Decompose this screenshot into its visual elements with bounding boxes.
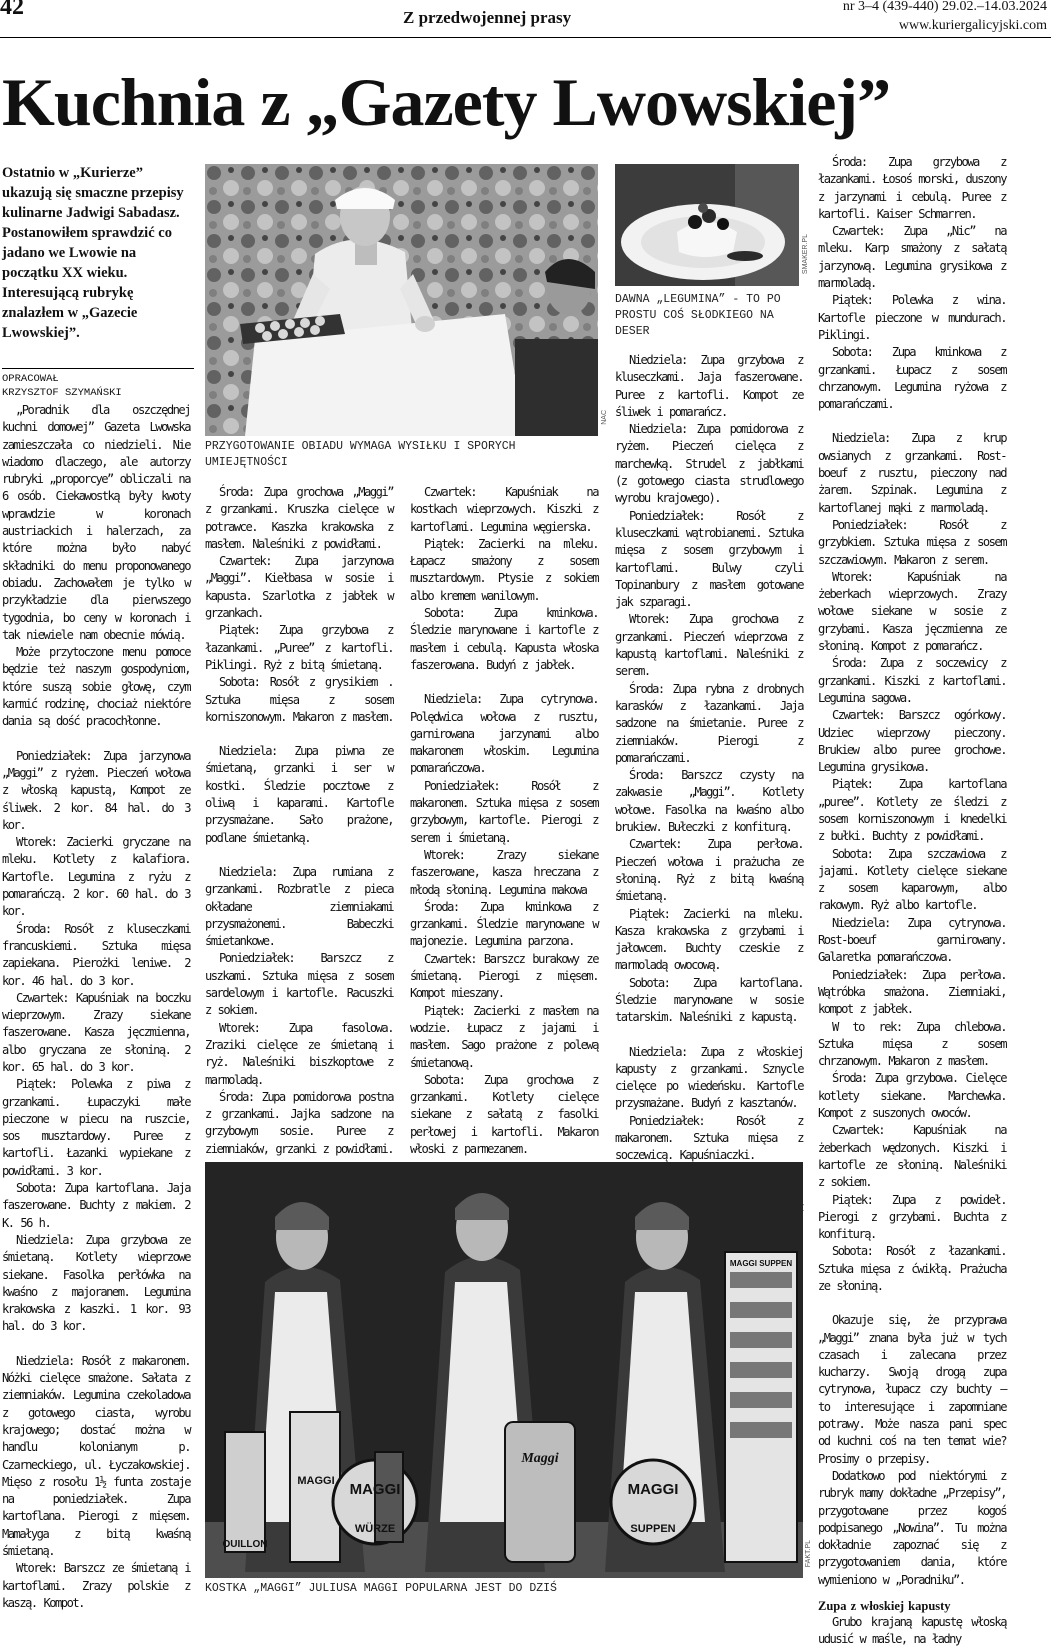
article-lead: Ostatnio w „Kurierze” ukazują się smaczne przepisy kulinarne Jadwigi Sabadasz. Postanowiłem sprawdzić co jadano we Lwowie na początku XX wieku. Interesującą rubrykę znalazłem w „Gazecie Lwowskiej”. <box>2 165 184 341</box>
paragraph: Poniedziałek: Rosół z makaronem. Sztuka mięsa z soczewicą. Kapuśniaczki. <box>615 1113 803 1163</box>
maggi-label-g: OUILLON <box>222 1539 268 1550</box>
column-5 <box>818 154 1006 1647</box>
paragraph: Poniedziałek: Rosół z makaronem. Sztuka mięsa z sosem grzybowym, kartofle. Pierogi z serem i śmietaną. <box>410 778 598 845</box>
paragraph: Środa: Zupa grochowa „Maggi” z grzankami. Kruszka cielęce w potrawce. Kaszka krakowska z masłem. Naleśniki z powidłami. <box>205 485 393 551</box>
paragraph: Sobota: Zupa kartoflana. Śledzie marynowane w sosie tatarskim. Naleśniki z kapustą. <box>615 975 803 1025</box>
maggi-illustration <box>205 1162 803 1578</box>
paragraph-gap <box>2 1336 190 1353</box>
column-2 <box>205 484 393 1158</box>
paragraph: Piątek: Zacierki z masłem na wodzie. Łupacz z jajami i masłem. Sago prażone z polewą śmietanową. <box>410 1003 598 1070</box>
paragraph: Niedziela: Zupa piwna ze śmietaną, grzanki i ser w kostki. Śledzie pocztowe z oliwą i kaparami. Kartofle przysmażane. Sało prażone, podlane śmietanką. <box>205 744 393 845</box>
paragraph: Środa: Zupa grzybowa z łazankami. Łosoś morski, duszony z jarzynami i cebulą. Puree z kartofli. Kaiser Schmarren. <box>818 155 1006 221</box>
paragraph: Sobota: Rosół z łazankami. Sztuka mięsa z ćwikłą. Prażucha ze słoniną. <box>818 1244 1006 1293</box>
paragraph: Czwartek: Barszcz burakowy ze śmietaną. Pierogi z mięsem. Kompot mieszany. <box>410 951 598 1001</box>
dessert-illustration <box>615 164 799 286</box>
maggi-label-f: SUPPEN <box>630 1523 676 1535</box>
paragraph: Wtorek: Zupa fasolowa. Zraziki cielęce ze śmietaną i ryż. Naleśniki biszkoptowe z marmoladą. <box>205 1020 393 1087</box>
maggi-label-h: MAGGI SUPPEN <box>729 1259 793 1268</box>
paragraph: Czwartek: Kapuśniak na kostkach wieprzowych. Kiszki z kartoflami. Legumina węgierska. <box>410 485 598 534</box>
article-title: Kuchnia z „Gazety Lwowskiej” <box>2 64 891 140</box>
paragraph: Poniedziałek: Zupa perłowa. Wątróbka smażona. Ziemniaki, kompot z jabłek. <box>818 967 1006 1017</box>
paragraph: Niedziela: Zupa z włoskiej kapusty z grzankami. Sznycle cielęce po wiedeńsku. Kartofle przysmażane. Budyń z kasztanów. <box>615 1044 803 1111</box>
paragraph: Niedziela: Zupa cytrynowa. Rost-boeuf garnirowany. Galaretka pomarańczowa. <box>818 915 1006 965</box>
byline-label: OPRACOWAŁ <box>2 373 59 385</box>
maggi-label-b: MAGGI <box>349 1481 401 1498</box>
paragraph-gap <box>205 847 393 864</box>
paragraph: Czwartek: Kapuśniak na boczku wieprzowym. Zrazy siekane faszerowane. Kasza jęczmienna, albo gryczana ze słoniną. 2 kor. 65 hal. do 3 kor. <box>2 990 190 1074</box>
photo-cook <box>205 164 598 436</box>
paragraph: Niedziela: Zupa z krup owsianych z grzankami. Rost-boeuf z rusztu, pieczony nad żarem. Szpinak. Legumina z kartoflanej mąki z marmoladą. <box>818 431 1006 515</box>
paragraph-gap <box>410 674 598 691</box>
cook-illustration <box>205 164 598 436</box>
paragraph: Może przytoczone menu pomoce będzie też naszym gospodyniom, które suszą sobie głowę, czym karmić rodzinę, chociaż niektóre dania są dość pracochłonne. <box>2 645 190 729</box>
maggi-label-e: WÜRZE <box>354 1523 396 1535</box>
header-rule <box>0 37 1051 38</box>
paragraph-gap <box>205 726 393 743</box>
issue-number: nr 3–4 (439-440) 29.02.–14.03.2024 <box>842 0 1047 14</box>
paragraph: Niedziela: Rosół z makaronem. Nóżki cielęce smażone. Sałata z ziemniaków. Legumina czekoladowa z gotowego ciasta, wyrobu krajowego; dostać można w handlu kolonianym p. Czarneckiego, ul. Łyczakowskiej. Mięso z rosołu 1½ funta zostaje na poniedziałek. Zupa kartoflana. Pierogi z mięsem. Mamałyga z bitą kwaśną śmietaną. <box>2 1353 190 1558</box>
paragraph: Wtorek: Zrazy siekane faszerowane, kasza hreczana z młodą słoniną. Legumina makowa <box>410 847 598 897</box>
paragraph: Wtorek: Zupa grochowa z grzankami. Pieczeń wieprzowa z kapustą kartoflami. Naleśniki z serem. <box>615 612 803 679</box>
paragraph: Niedziela: Zupa grzybowa ze śmietaną. Kotlety wieprzowe siekane. Fasolka perłówka na kwaśno z majoranem. Legumina krakowska z kaszki. 1 kor. 93 hal. do 3 kor. <box>2 1232 190 1334</box>
paragraph: Okazuje się, że przyprawa „Maggi” znana była już w tych czasach i zalecana przez kucharzy. Swoją drogą zupa cytrynowa, łupacz czy buchty – to interesujące i zapomniane potrawy. Może nasza pani spec od kuchni coś na ten temat wie? Prosimy o przepisy. <box>818 1313 1006 1466</box>
recipe-subhead: Zupa z włoskiej kapusty <box>818 1599 951 1614</box>
paragraph: Piątek: Zacierki na mleku. Łapacz smażony z sosem musztardowym. Ptysie z sokiem albo kremem wanilowym. <box>410 536 598 603</box>
issue-info <box>843 0 1047 35</box>
maggi-label-a: MAGGI <box>297 1475 335 1487</box>
paragraph: Piątek: Polewka z wina. Kartofle pieczone w mundurach. Piklingi. <box>818 293 1006 342</box>
photo-dessert <box>615 164 799 286</box>
paragraph: Środa: Zupa z soczewicy z grzankami. Kiszki z kartoflami. Legumina sagowa. <box>818 656 1006 705</box>
paragraph: Dodatkowo pod niektórymi z rubryk mamy dokładne „Przepisy”, przygotowane przez kogoś podpisanego „Nowina”. Tu można dokładnie zapoznać się z przygotowaniem dania, które wymieniono w „Poradniku”. <box>818 1468 1006 1587</box>
paragraph: Poniedziałek: Zupa jarzynowa „Maggi” z ryżem. Pieczeń wołowa z włoską kapustą, Kompot ze śliwek. 2 kor. 84 hal. do 3 kor. <box>2 748 190 832</box>
maggi-label-d: Maggi <box>521 1451 559 1466</box>
paragraph: Niedziela: Zupa pomidorowa z ryżem. Pieczeń cielęca z marchewką. Strudel z jabłkami (z gotowego ciasta strudlowego wyrobu krajowego). <box>615 422 803 506</box>
section-title: Z przedwojennej prasy <box>403 8 572 27</box>
paragraph: Środa: Barszcz czysty na zakwasie „Maggi”. Kotlety wołowe. Fasolka na kwaśno albo brukiew. Bułeczki z konfiturą. <box>615 768 803 835</box>
paragraph: Poniedziałek: Rosół z grzybkiem. Sztuka mięsa z sosem szczawiowym. Makaron z serem. <box>818 517 1006 567</box>
paragraph: Sobota: Zupa kminkowa. Śledzie marynowane i kartofle z masłem i cebulą. Kapusta włoska faszerowana. Budyń z jabłek. <box>410 606 598 672</box>
author-name: KRZYSZTOF SZYMAŃSKI <box>2 387 122 399</box>
photo-maggi-caption: KOSTKA „MAGGI” JULIUSA MAGGI POPULARNA JEST DO DZIŚ <box>205 1582 557 1595</box>
paragraph: Wtorek: Zacierki gryczane na mleku. Kotlety z kalafiora. Kartofle. Legumina z ryżu z pomarańczą. 2 kor. 60 hal. do 3 kor. <box>2 835 190 919</box>
paragraph-gap <box>615 1027 803 1044</box>
page-header <box>0 0 1051 62</box>
paragraph-gap <box>2 731 190 748</box>
paragraph: Czwartek: Zupa jarzynowa „Maggi”. Kiełbasa w sosie i kapusta. Szarlotka z jabłek w grzankach. <box>205 554 393 621</box>
paragraph: Wtorek: Barszcz ze śmietaną i kartoflami. Zrazy polskie z kaszą. Kompot. <box>2 1561 190 1610</box>
paragraph: Sobota: Zupa kartoflana. Jaja faszerowane. Buchty z makiem. 2 K. 56 h. <box>2 1181 190 1230</box>
recipe-text: Grubo krajaną kapustę włoską udusić w maśle, na ładny <box>818 1615 1006 1647</box>
paragraph: Środa: Zupa pomidorowa postna z grzankami. Jajka sadzone na grzybowym sosie. Puree z ziemniaków, grzanki z powidłami. <box>205 1089 393 1156</box>
photo-dessert-caption: DAWNA „LEGUMINA” - TO PO PROSTU COŚ SŁODKIEGO NA DESER <box>615 293 781 338</box>
paragraph: Sobota: Rosół z grysikiem . Sztuka mięsa z sosem korniszonowym. Makaron z masłem. <box>205 675 393 724</box>
photo-cook-caption: PRZYGOTOWANIE OBIADU WYMAGA WYSIŁKU I SPORYCH UMIEJĘTNOŚCI <box>205 440 516 469</box>
paragraph: Niedziela: Zupa rumiana z grzankami. Rozbratle z pieca okładane ziemniakami przysmażonemi. Babeczki śmietankowe. <box>205 864 393 949</box>
paragraph: Niedziela: Zupa cytrynowa. Polędwica wołowa z rusztu, garnirowana jarzynami albo makaronem włoskim. Legumina pomarańczowa. <box>410 692 598 776</box>
paragraph: Środa: Zupa kminkowa z grzankami. Śledzie marynowane w majonezie. Legumina parzona. <box>410 899 598 949</box>
photo-dessert-credit: SMAKER.PL <box>802 234 809 275</box>
paragraph: Niedziela: Zupa grzybowa z kluseczkami. Jaja faszerowane. Puree z kartofli. Kompot ze śliwek i pomarańcz. <box>615 353 803 419</box>
paragraph: Piątek: Zupa grzybowa z łazankami. „Puree” z kartofli. Piklingi. Ryż z bitą śmietaną. <box>205 623 393 672</box>
paragraph: Środa: Zupa rybna z drobnych karasków z łazankami. Jaja sadzone na śmietanie. Puree z ziemniaków. Pierogi z pomarańczami. <box>615 681 803 765</box>
paragraph: Wtorek: Kapuśniak na żeberkach wieprzowych. Zrazy wołowe siekane w sosie z grzybami. Kasza jęczmienna ze słoniną. Kompot z pomarańcz. <box>818 569 1006 654</box>
paragraph: „Poradnik dla oszczędnej kuchni domowej” Gazeta Lwowska zamieszczała co niedzieli. Nie wiadomo dlaczego, ale autorzy rubryki „proporcye” obliczali na 6 osób. Ciekawostką były kwoty wprawdzie w koronach austriackich i halerzach, za które można było nabyć składniki do menu proponowanego obiadu. Zachowałem je tylko w przykładzie dla pierwszego tygodnia, bo ceny w koronach i tak niewiele nam obecnie mówią. <box>2 403 190 642</box>
paragraph: Poniedziałek: Rosół z kluseczkami wątrobianemi. Sztuka mięsa z sosem grzybowym i kartoflami. Bulwy czyli Topinanbury z masłem gotowane jak szparagi. <box>615 508 803 610</box>
photo-cook-credit: NAC <box>601 410 608 425</box>
paragraph: Czwartek: Zupa perłowa. Pieczeń wołowa i prażucha ze słoniną. Ryż z bitą kwaśną śmietaną. <box>615 837 803 904</box>
column-1 <box>2 402 190 1634</box>
paragraph: Czwartek: Kapuśniak na żeberkach wędzonych. Kiszki i kartofle ze słoniną. Naleśniki z sokiem. <box>818 1123 1006 1190</box>
paragraph: Sobota: Zupa szczawiowa z jajami. Kotlety cielęce siekane z sosem kaparowym, albo rakowym. Ryż albo kartofle. <box>818 846 1006 913</box>
photo-maggi-credit: FAKT.PL <box>805 1540 812 1568</box>
maggi-label-c: MAGGI <box>627 1481 679 1498</box>
paragraph: Piątek: Zupa z powideł. Pierogi z grzybami. Buchta z konfiturą. <box>818 1192 1006 1242</box>
paragraph: Czwartek: Zupa „Nic” na mleku. Karp smażony z sałatą jarzynową. Legumina grysikowa z marmoladą. <box>818 224 1006 291</box>
paragraph: Środa: Rosół z kluseczkami francuskiemi. Sztuka mięsa zapiekana. Pierożki leniwe. 2 kor. 46 hal. do 3 kor. <box>2 921 190 988</box>
byline <box>2 368 194 400</box>
paragraph: Środa: Zupa grzybowa. Cielęce kotlety siekane. Marchewka. Kompot z suszonych owoców. <box>818 1071 1006 1121</box>
paragraph: Piątek: Zacierki na mleku. Kasza krakowska z grzybami i jałowcem. Buchty czeskie z marmoladą owocową. <box>615 906 803 973</box>
paragraph: Sobota: Zupa grochowa z grzankami. Kotlety cielęce siekane z sałatą z fasolki perłowej i kartofli. Makaron włoski z parmezanem. <box>410 1072 598 1156</box>
paragraph: Piątek: Polewka z piwa z grzankami. Łupaczyki małe pieczone w piecu na ruszcie, sos musztardowy. Puree z kartofli. Łazanki wypiekane z powidłami. 3 kor. <box>2 1077 190 1178</box>
page-number: 42 <box>0 0 24 20</box>
paragraph-gap <box>818 413 1006 430</box>
paragraph: Sobota: Zupa kminkowa z grzankami. Łupacz z sosem chrzanowym. Legumina ryżowa z pomarańczami. <box>818 345 1006 412</box>
column-4 <box>615 352 803 1234</box>
paragraph: W to rek: Zupa chlebowa. Sztuka mięsa z sosem chrzanowym. Makaron z masłem. <box>818 1019 1006 1069</box>
website-link[interactable]: www.kuriergalicyjski.com <box>898 18 1047 33</box>
paragraph: Poniedziałek: Barszcz z uszkami. Sztuka mięsa z sosem sardelowym i kartofle. Racuszki z sokiem. <box>205 951 393 1018</box>
photo-maggi <box>205 1162 803 1578</box>
paragraph-gap <box>818 1295 1006 1312</box>
paragraph: Czwartek: Barszcz ogórkowy. Udziec wieprzowy pieczony. Brukiew albo puree grochowe. Legumina grysikowa. <box>818 708 1006 775</box>
paragraph: Piątek: Zupa kartoflana „puree”. Kotlety ze śledzi z sosem korniszonowym i knedelki z bułki. Buchty z powidłami. <box>818 777 1006 844</box>
column-3 <box>410 484 598 1158</box>
column-5-body <box>818 154 1006 1589</box>
